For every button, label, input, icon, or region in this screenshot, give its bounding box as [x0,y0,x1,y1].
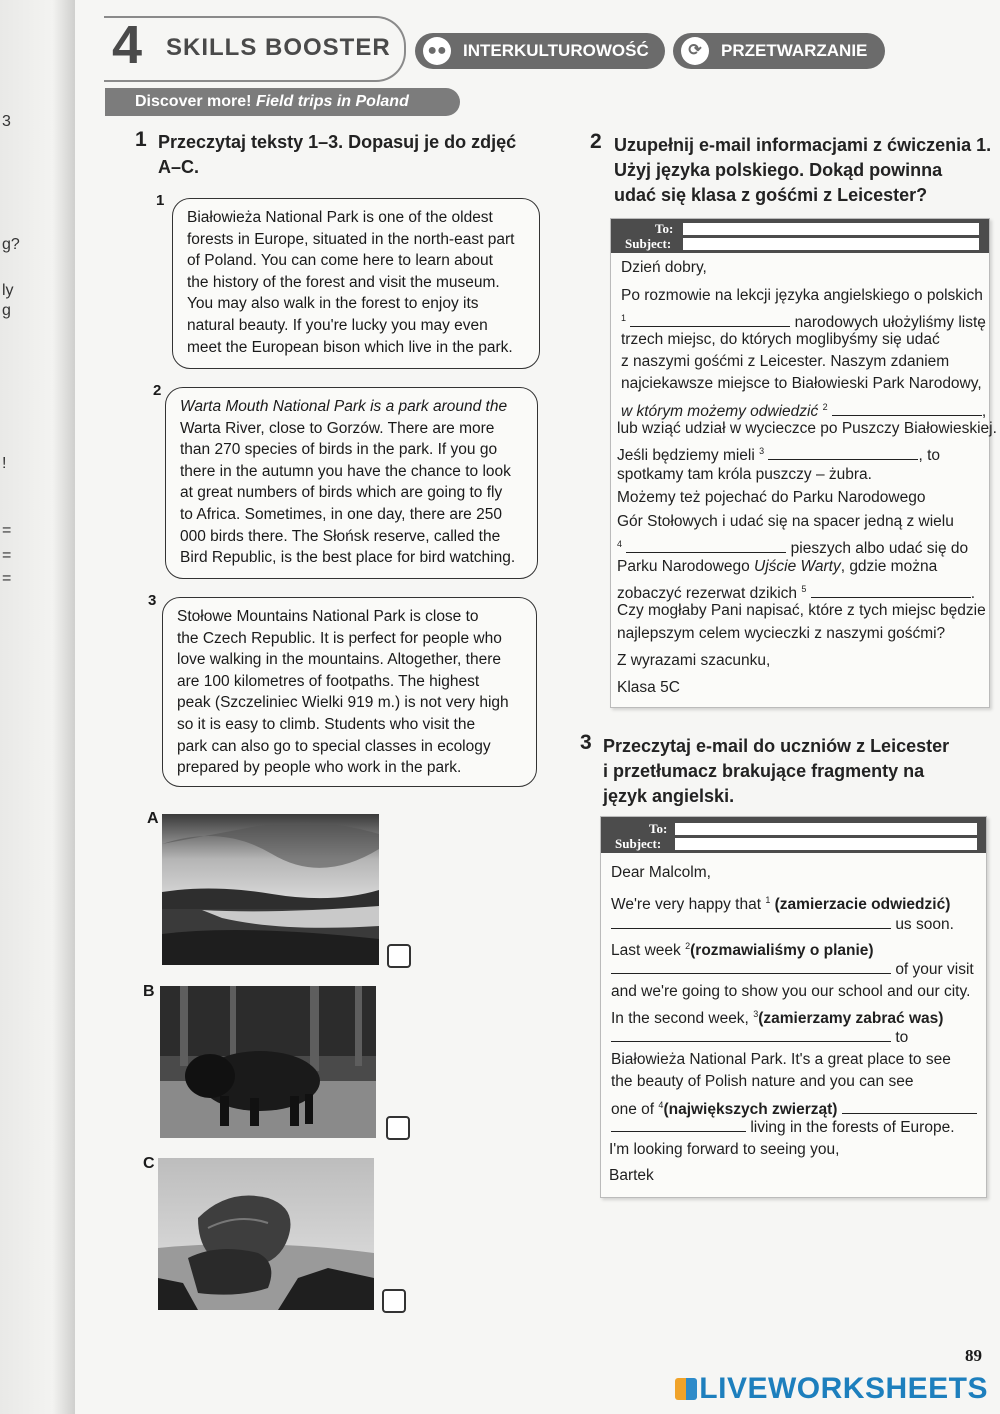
email-hint: (największych zwierząt) [663,1101,838,1119]
previous-page-edge [0,0,75,1414]
gap-2-input[interactable] [832,401,982,416]
text-3-number: 3 [148,592,157,609]
email-form-3 [600,816,987,1198]
text-line: Białowieża National Park is one of the oldest [187,209,493,226]
gap-3-input[interactable] [768,445,918,460]
email-hint: (rozmawialiśmy o planie) [690,942,874,960]
email-text: living in the forests of Europe. [750,1119,955,1136]
email-hint: (zamierzamy zabrać was) [758,1010,944,1028]
cycle-icon: ⟳ [681,37,709,65]
text-line: park can also go to special classes in ecology [177,737,491,755]
page-number: 89 [965,1346,982,1365]
margin-mark: ! [2,455,7,472]
subject-field[interactable] [683,238,979,250]
text-box-2 [165,387,538,579]
margin-mark: = [2,570,12,587]
photo-c-label: C [143,1155,155,1172]
margin-mark: g [2,302,11,319]
email-line [611,889,950,916]
email-text: Ujście Warty [754,558,841,575]
text-line: of Poland. You can come here to learn about [187,252,493,270]
photo-a-label: A [147,810,159,827]
email-text: , to [918,447,941,465]
email-line: I'm looking forward to seeing you, [609,1141,840,1158]
text-2-number: 2 [153,382,162,399]
people-icon: ●● [423,37,451,65]
text-line: Bird Republic, is the best place for bird watching. [180,549,516,567]
text-line: the Czech Republic. It is perfect for people who [177,629,502,647]
text-line: 000 birds there. The Słońsk reserve, called the [180,527,501,545]
processing-badge [673,33,885,69]
instruction-line: język angielski. [603,786,735,806]
unit-title: SKILLS BOOSTER [166,34,391,61]
margin-mark: g? [2,236,20,253]
email-line: Bartek [609,1167,654,1184]
unit-number: 4 [112,15,143,75]
text-box-1 [172,198,540,369]
text-line: meet the European bison which live in the park. [187,338,513,356]
gap-number: 4 [617,539,623,549]
gap-number: 1 [765,895,771,905]
text-line: the history of the forest and visit the museum. [187,273,500,291]
email-line: Czy mogłaby Pani napisać, które z tych miejsc będzie [617,602,986,619]
email-text: w którym możemy odwiedzić [621,403,819,421]
interculturality-badge [415,33,665,69]
subject-field[interactable] [675,838,977,850]
text-line: forests in Europe, situated in the north-east part [187,230,515,248]
email-text: narodowych ułożyliśmy listę [794,314,986,332]
email-line: the beauty of Polish nature and you can see [611,1073,914,1090]
email-header [601,817,986,853]
gap-1-input[interactable] [611,914,891,929]
gap-1-input[interactable] [630,312,790,327]
instruction-line: udać się klasa z gośćmi z Leicester? [614,185,928,205]
photo-c-rock-formations [158,1158,374,1310]
margin-mark: ly [2,282,14,299]
email-line: najciekawsze miejsce to Białowieski Park Narodowy, [621,375,982,392]
email-line [611,959,974,981]
email-text: to [895,1029,909,1046]
exercise-3-number: 3 [580,731,592,754]
email-line: lub wziąć udział w wycieczce po Puszczy Białowieskiej. [617,420,997,437]
email-text: Last week [611,942,681,960]
email-line: Po rozmowie na lekcji języka angielskiego o polskich [621,287,983,304]
email-line: and we're going to show you our school and our city. [611,983,971,1000]
email-text: pieszych albo udać się do [790,540,969,558]
email-line: Z wyrazami szacunku, [617,652,771,669]
instruction-line: Użyj języka polskiego. Dokąd powinna [614,160,943,180]
gap-number: 2 [685,941,691,951]
gap-4-continued-input[interactable] [611,1117,746,1132]
email-line [611,1117,955,1139]
text-1-number: 1 [156,192,165,209]
answer-checkbox-b[interactable] [386,1116,410,1140]
email-text: Parku Narodowego [617,558,754,575]
email-header [611,219,989,253]
badge-label: INTERKULTUROWOŚĆ [463,41,649,60]
exercise-1-instruction: Przeczytaj teksty 1–3. Dopasuj je do zdjęć A–C. [158,132,517,177]
subject-label: Subject: [615,836,662,851]
margin-mark: 3 [2,113,11,130]
email-hint: (zamierzacie odwiedzić) [774,896,951,914]
email-line: najlepszym celem wycieczki z naszymi gośćmi? [617,625,946,642]
gap-4-input[interactable] [842,1099,977,1114]
email-line: z naszymi gośćmi z Leicester. Naszym zdaniem [621,353,950,370]
margin-mark: = [2,547,12,564]
gap-number: 2 [822,402,828,412]
text-line: love walking in the mountains. Altogether, there [177,651,501,669]
email-text: We're very happy that [611,896,761,914]
email-line: Dzień dobry, [621,259,707,276]
to-field[interactable] [675,823,977,835]
unit-title-frame [104,16,406,82]
text-box-3 [162,597,537,787]
exercise-2-instruction [614,133,991,208]
email-text: one of [611,1101,655,1119]
photo-b-bison [160,986,376,1138]
liveworksheets-icon [675,1378,697,1400]
text-line: Warta River, close to Gorzów. There are more [180,419,495,437]
text-line: You may also walk in the forest to enjoy its [187,295,479,313]
to-field[interactable] [683,223,979,235]
email-text: Jeśli będziemy mieli [617,447,755,465]
gap-3-input[interactable] [611,1027,891,1042]
instruction-line: Przeczytaj e-mail do uczniów z Leicester [603,736,950,756]
text-line: than 270 species of birds in the park. If you go [180,441,498,459]
section-banner [105,88,460,116]
badge-label: PRZETWARZANIE [721,41,868,60]
email-line [617,556,937,578]
exercise-3-instruction [603,734,949,809]
gap-number: 3 [759,446,765,456]
instruction-line: Uzupełnij e-mail informacjami z ćwiczenia 1. [614,135,992,155]
photo-a-river-landscape [162,814,379,965]
email-text: us soon. [895,916,954,933]
margin-mark: = [2,522,12,539]
banner-title: Field trips in Poland [255,93,409,110]
email-line: Dear Malcolm, [611,864,711,881]
gap-2-input[interactable] [611,959,891,974]
email-line: spotkamy tam króla puszczy – żubra. [617,466,872,483]
gap-number: 3 [753,1009,759,1019]
gap-number: 5 [801,584,807,594]
email-line: Białowieża National Park. It's a great place to see [611,1051,951,1068]
subject-label: Subject: [625,236,672,251]
gap-5-input[interactable] [811,583,971,598]
photo-b-label: B [143,983,155,1000]
text-line: there in the autumn you have the chance to look [180,462,511,480]
instruction-line: i przetłumacz brakujące fragmenty na [603,761,925,781]
email-text: . [970,585,975,603]
email-line: trzech miejsc, do których moglibyśmy się udać [621,331,940,348]
answer-checkbox-c[interactable] [382,1289,406,1313]
exercise-2-number: 2 [590,130,602,153]
email-line: Możemy też pojechać do Parku Narodowego [617,489,926,506]
exercise-1-number: 1 [135,128,147,151]
email-text: , [981,403,987,421]
text-line: at great numbers of birds which are going to fly [180,484,503,502]
to-label: To: [649,821,668,836]
text-line: so it is easy to climb. Students who visit the [177,715,476,733]
email-line: Gór Stołowych i udać się na spacer jedną z wielu [617,513,954,530]
email-line: Klasa 5C [617,679,680,696]
text-line: prepared by people who work in the park. [177,759,462,777]
liveworksheets-logo[interactable] [675,1372,988,1406]
email-text: , gdzie można [840,558,938,575]
email-line [611,914,954,936]
email-text: In the second week, [611,1010,749,1028]
text-line: natural beauty. If you're lucky you may even [187,316,488,334]
to-label: To: [655,221,674,236]
email-line [611,1027,908,1049]
text-line: Warta Mouth National Park is a park around the [180,398,508,415]
answer-checkbox-a[interactable] [387,944,411,968]
email-text: of your visit [895,961,974,978]
gap-4-input[interactable] [626,538,786,553]
brand-name: LIVEWORKSHEETS [699,1372,988,1405]
banner-prefix: Discover more! [135,93,256,110]
text-line: to Africa. Sometimes, in one day, there are 250 [180,505,502,523]
text-line: are 100 kilometres of footpaths. The highest [177,672,480,690]
email-text: zobaczyć rezerwat dzikich [617,585,798,603]
gap-number: 1 [621,313,627,323]
text-line: peak (Szczeliniec Wielki 919 m.) is not very high [177,694,509,712]
gap-number: 4 [658,1100,664,1110]
email-form-2 [610,218,997,708]
text-line: Stołowe Mountains National Park is close to [177,608,479,625]
